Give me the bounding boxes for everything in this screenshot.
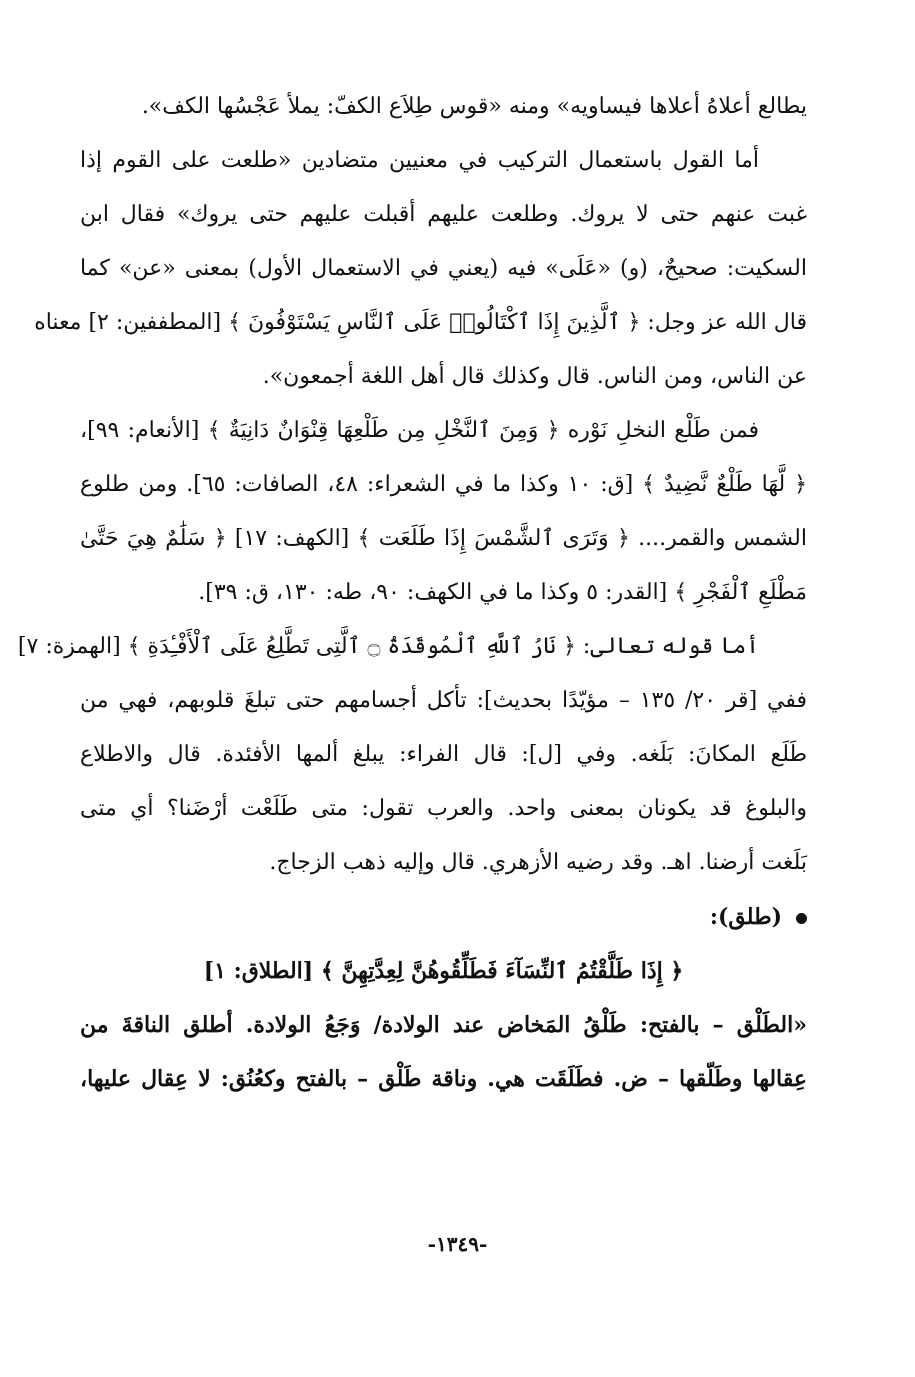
text-line: مَطْلَعِ ٱلْفَجْرِ ﴾ [القدر: ٥ وكذا ما في الكهف: ٩٠، طه: ١٣٠، ق: ٣٩].	[198, 580, 807, 605]
entry-heading	[80, 890, 807, 944]
text-line: ﴿ لَّهَا طَلْعٌ نَّضِيدٌ ﴾ [ق: ١٠ وكذا ما في الشعراء: ٤٨، الصافات: ٦٥]. ومن طلوع	[80, 472, 807, 497]
quran-verse: ﴿ إِذَا طَلَّقْتُمُ ٱلنِّسَآءَ فَطَلِّقُوهُنَّ لِعِدَّتِهِنَّ ﴾ [الطلاق: ١]	[203, 958, 684, 984]
text-line: بَلَغت أرضنا. اهـ. وقد رضيه الأزهري. قال وإليه ذهب الزجاج.	[269, 850, 807, 875]
text-line: ففي [قر ٢٠/ ١٣٥ – مؤيّدًا بحديث]: تأكل أجسامهم حتى تبلغَ قلوبهم، فهي من	[80, 688, 807, 713]
page-body	[17, 80, 807, 1106]
text-line-bold: «الطَلْق – بالفتح: طَلْقُ المَخاض عند الولادة/ وَجَعُ الولادة. أطلق الناقةَ من	[80, 1012, 807, 1038]
text-line: والبلوغ قد يكونان بمعنى واحد. والعرب تقول: متى طَلَعْت أرْضَنا؟ أي متى	[80, 796, 807, 821]
paragraph-start: أما قوله تعالى: ﴿ نَارُ ٱللَّهِ ٱلْمُوقَدَةُ ۝ ٱلَّتِى تَطَّلِعُ عَلَى ٱلْأَفْـِٔدَةِ ﴾ [الهمزة: ٧]	[17, 634, 759, 659]
text-line: السكيت: صحيحٌ، (و) «عَلَى» فيه (يعني في الاستعمال الأول) بمعنى «عن» كما	[80, 256, 807, 281]
page-number: -١٣٤٩-	[427, 1232, 488, 1256]
paragraph-start: أما القول باستعمال التركيب في معنيين متضادين «طلعت على القوم إذا	[80, 148, 759, 173]
paragraph-start: فمن طَلْع النخلِ نَوْره ﴿ وَمِنَ ٱلنَّخْلِ مِن طَلْعِهَا قِنْوَانٌ دَانِيَةٌ ﴾ [الأنعام: ٩٩]،	[80, 418, 759, 443]
text-line: عن الناس، ومن الناس. قال وكذلك قال أهل اللغة أجمعون».	[262, 364, 807, 389]
text-line: الشمس والقمر.... ﴿ وَتَرَى ٱلشَّمْسَ إِذَا طَلَعَت ﴾ [الكهف: ١٧] ﴿ سَلَٰمٌ هِيَ حَتَّىٰ	[80, 526, 807, 551]
text-line-bold: عِقالها وطَلّقها – ض. فطَلَقَت هي. وناقة طَلْق – بالفتح وكعُنُق: لا عِقال عليها،	[80, 1066, 807, 1092]
bullet-icon	[796, 913, 807, 924]
text-line: طَلَع المكانَ: بَلَغه. وفي [ل]: قال الفراء: يبلغ ألمها الأفئدة. قال والاطلاع	[80, 742, 807, 767]
text-line: يطالع أعلاهُ أعلاها فيساويه» ومنه «قوس طِلاَع الكفّ: يملأ عَجْسُها الكف».	[141, 94, 807, 119]
text-line: قال الله عز وجل: ﴿ ٱلَّذِينَ إِذَا ٱكْتَالُوا۟ عَلَى ٱلنَّاسِ يَسْتَوْفُونَ ﴾ [المطففين: ٢] معناه	[34, 310, 807, 335]
text-line: غبت عنهم حتى لا يروك. وطلعت عليهم أقبلت عليهم حتى يروك» فقال ابن	[80, 202, 807, 227]
entry-heading-text: (طلق):	[709, 904, 782, 930]
